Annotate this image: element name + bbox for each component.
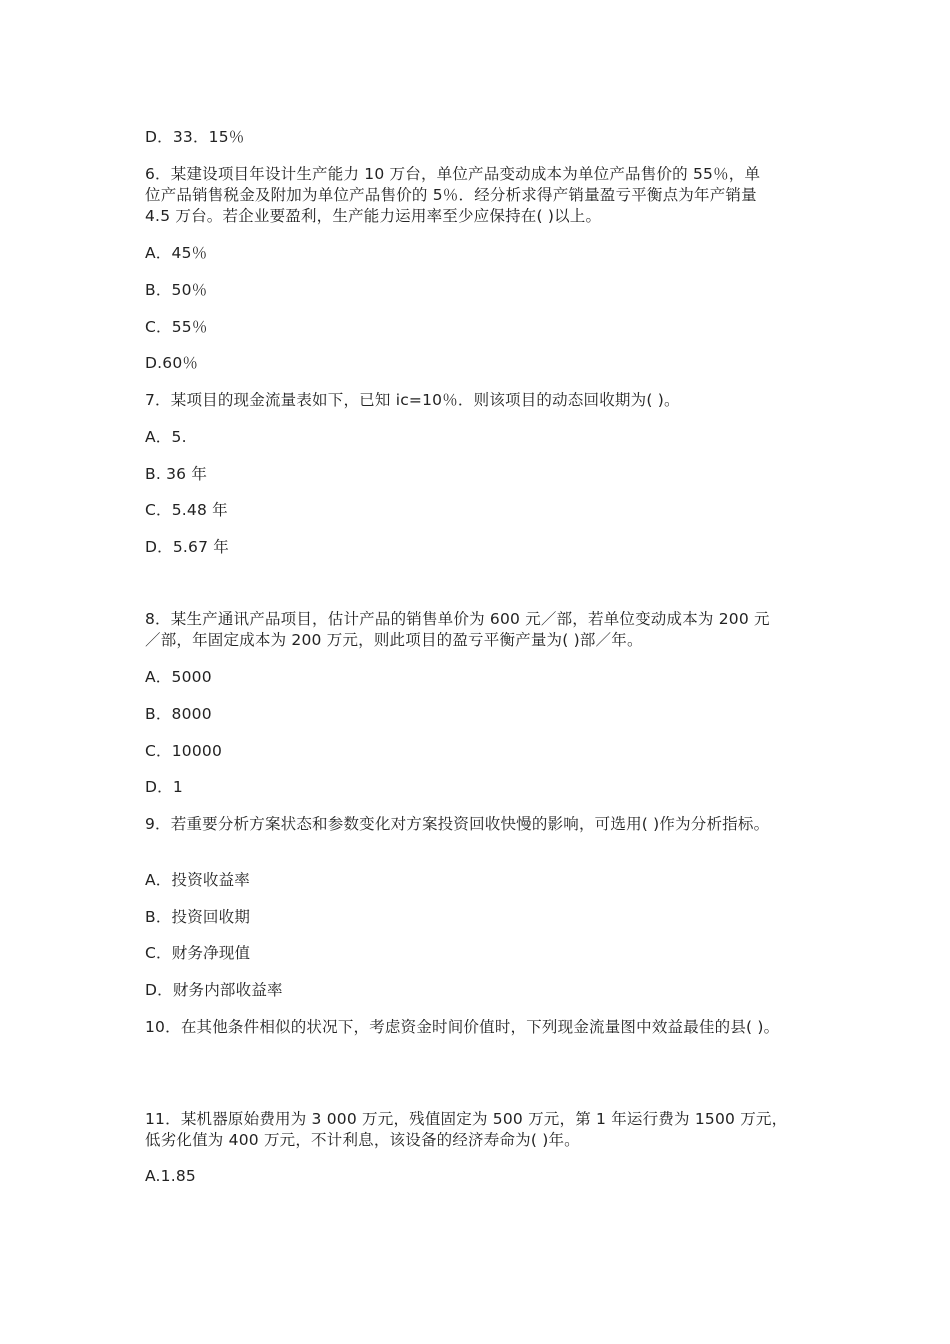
q9-text: 9．若重要分析方案状态和参数变化对方案投资回收快慢的影响，可选用( )作为分析指标。: [145, 815, 770, 833]
q6-text-line-3: 4.5 万台。若企业要盈利，生产能力运用率至少应保持在( )以上。: [145, 207, 602, 225]
q6-option-c: C．55％: [145, 318, 208, 336]
q8-option-a: A．5000: [145, 668, 212, 686]
q7-text: 7．某项目的现金流量表如下，已知 ic=10％．则该项目的动态回收期为( )。: [145, 391, 680, 409]
q9-option-c: C．财务净现值: [145, 944, 251, 962]
q8-text-line-1: 8．某生产通讯产品项目，估计产品的销售单价为 600 元／部，若单位变动成本为 200 元: [145, 610, 770, 628]
q6-text-line-2: 位产品销售税金及附加为单位产品售价的 5％．经分析求得产销量盈亏平衡点为年产销量: [145, 186, 757, 204]
q11-option-a: A.1.85: [145, 1167, 196, 1185]
q6-option-d: D.60％: [145, 354, 199, 372]
q6-option-a: A．45％: [145, 244, 208, 262]
q11-text-line-2: 低劣化值为 400 万元，不计利息，该设备的经济寿命为( )年。: [145, 1131, 580, 1149]
q10-text: 10．在其他条件相似的状况下，考虑资金时间价值时，下列现金流量图中效益最佳的县( )。: [145, 1018, 780, 1036]
q6-text-line-1: 6．某建设项目年设计生产能力 10 万台，单位产品变动成本为单位产品售价的 55％，单: [145, 165, 761, 183]
q9-option-d: D．财务内部收益率: [145, 981, 283, 999]
q8-option-d: D．1: [145, 778, 183, 796]
q11-text-line-1: 11．某机器原始费用为 3 000 万元，残值固定为 500 万元，第 1 年运行费为 1500 万元，: [145, 1110, 788, 1128]
q8-option-b: B．8000: [145, 705, 212, 723]
q9-option-a: A．投资收益率: [145, 871, 251, 889]
q7-option-c: C．5.48 年: [145, 501, 228, 519]
q9-option-b: B．投资回收期: [145, 908, 251, 926]
q7-option-b: B. 36 年: [145, 465, 208, 483]
q8-text-line-2: ／部，年固定成本为 200 万元，则此项目的盈亏平衡产量为( )部／年。: [145, 631, 643, 649]
q6-option-b: B．50％: [145, 281, 208, 299]
q5-option-d: D．33．15％: [145, 128, 245, 146]
q7-option-a: A．5.: [145, 428, 187, 446]
q7-option-d: D．5.67 年: [145, 538, 229, 556]
q8-option-c: C．10000: [145, 742, 223, 760]
